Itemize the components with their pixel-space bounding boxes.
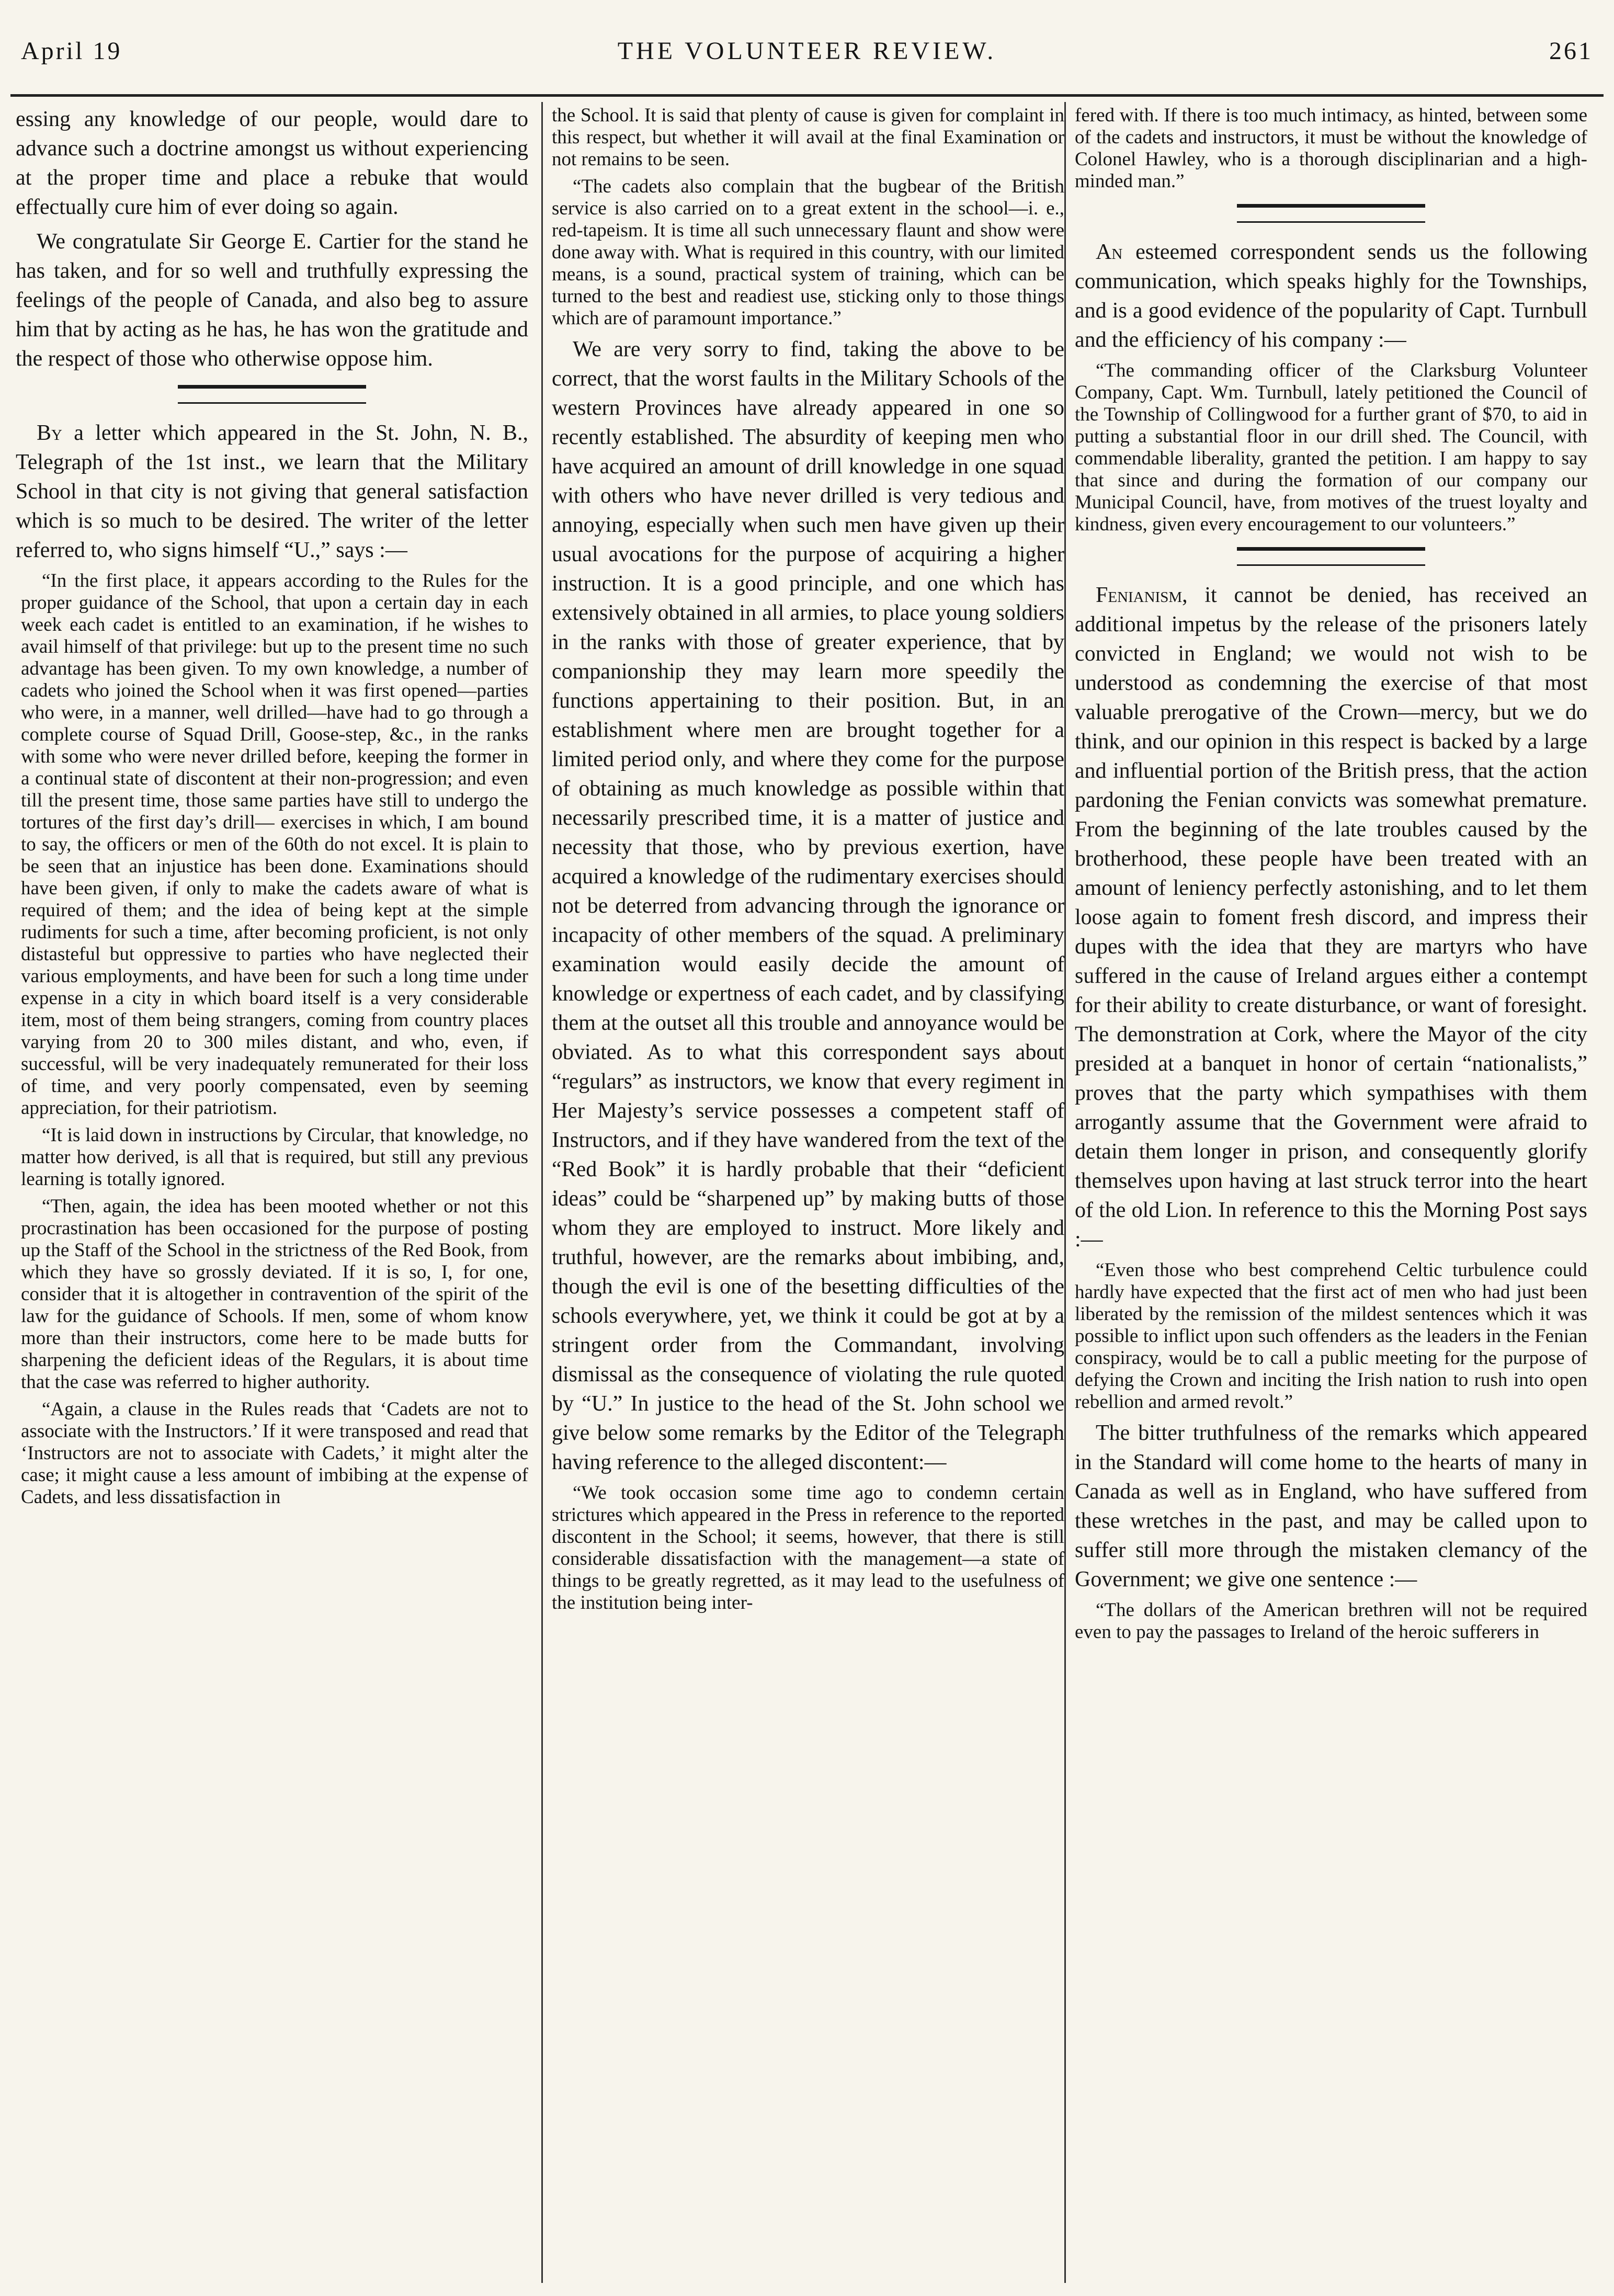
column-3	[1075, 105, 1587, 2270]
quoted-paragraph: “Even those who best comprehend Celtic turbulence could hardly have expected that the first act of men who had just been liberated by the remission of the mildest sentences which it was possible to inflict upon such offenders as the leaders in the Fenian conspiracy, would be to call a public meeting for the purpose of defying the Crown and inciting the Irish nation to rush into open rebellion and armed revolt.”	[1075, 1259, 1587, 1413]
column-divider	[541, 102, 543, 2283]
paragraph-text: esteemed correspondent sends us the following communication, which speaks highly for the Townships, and is a good evidence of the popularity of Capt. Turnbull and the efficiency of his company :—	[1075, 240, 1587, 352]
quoted-paragraph: fered with. If there is too much intimacy, as hinted, between some of the cadets and instructors, it must be without the knowledge of Colonel Hawley, who is a thorough disciplinarian and a high-minded man.”	[1075, 105, 1587, 192]
quoted-paragraph: “It is laid down in instructions by Circular, that knowledge, no matter how derived, is all that is required, but still any previous learning is totally ignored.	[21, 1124, 528, 1190]
article-paragraph	[1075, 581, 1587, 1254]
issue-date: April 19	[21, 37, 122, 65]
quoted-paragraph: “Again, a clause in the Rules reads that ‘Cadets are not to associate with the Instructors.’ If it were transposed and read that ‘Instructors are not to associate with Cadets,’ it might alter the case; it might cause a less amount of imbibing at the expense of Cadets, and less dissatisfaction in	[21, 1399, 528, 1508]
page-header	[0, 37, 1614, 84]
lead-word: An	[1096, 240, 1123, 264]
page-number: 261	[1549, 37, 1593, 65]
quoted-paragraph: “The dollars of the American brethren will not be required even to pay the passages to Ireland of the heroic sufferers in	[1075, 1599, 1587, 1643]
lead-word: Fenianism,	[1096, 583, 1188, 607]
header-rule	[10, 94, 1604, 97]
quoted-paragraph: “Then, again, the idea has been mooted whether or not this procrastination has been occasioned for the purpose of posting up the Staff of the School in the strictness of the Red Book, from which they have so grossly deviated. If it is so, I, for one, consider that it is altogether in contravention of the spirit of the law for the guidance of Schools. If men, some of whom know more than their instructors, come here to be made butts for sharpening the deficient ideas of the Regulars, it is about time that the case was referred to higher authority.	[21, 1196, 528, 1393]
paragraph: essing any knowledge of our people, would dare to advance such a doctrine amongst us without experiencing at the proper time and place a rebuke that would effectually cure him of ever doing so again.	[16, 107, 528, 219]
column-2	[552, 105, 1064, 2270]
section-separator	[178, 385, 366, 404]
paragraph-text: it cannot be denied, has received an additional impetus by the release of the prisoners lately convicted in England; we would not wish to be understood as condemning the exercise of that most valuable prerogative of the Crown—mercy, but we do think, and our opinion in this respect is backed by a large and influential portion of the British press, that the action pardoning the Fenian convicts was somewhat premature. From the beginning of the late troubles caused by the brotherhood, these people have been treated with an amount of leniency perfectly astonishing, and to let them loose again to foment fresh discord, and impress their dupes with the idea that they are martyrs who have suffered in the cause of Ireland argues either a contempt for their ability to create disturbance, or want of foresight. The demonstration at Cork, where the Mayor of the city presided at a banquet in honor of certain “nationalists,” proves that the party which sympathises with them arrogantly assume that the Government were afraid to detain them longer in prison, and consequently glorify themselves upon having at last struck terror into the heart of the old Lion. In reference to this the Morning Post says :—	[1075, 583, 1587, 1252]
paragraph-text: a letter which appeared in the St. John, N. B., Telegraph of the 1st inst., we learn that the Military School in that city is not giving that general satisfaction which is so much to be desired. The writer of the letter referred to, who signs himself “U.,” says :—	[16, 421, 528, 562]
section-separator	[1237, 204, 1425, 223]
column-1	[16, 105, 528, 2270]
paragraph: We congratulate Sir George E. Cartier for the stand he has taken, and for so well and truthfully expressing the feelings of the people of Canada, and also beg to assure him that by acting as he has, he has won the gratitude and the respect of those who otherwise oppose him.	[16, 230, 528, 371]
lead-word: By	[37, 421, 62, 445]
quoted-paragraph: “The cadets also complain that the bugbear of the British service is also carried on to a great extent in the school—i. e., red-tapeism. It is time all such unnecessary flaunt and show were done away with. What is required in this country, with our limited means, is a sound, practical system of training, which can be turned to the best and readiest use, sticking only to those things which are of paramount importance.”	[552, 176, 1064, 329]
quoted-paragraph: “The commanding officer of the Clarksburg Volunteer Company, Capt. Wm. Turnbull, lately petitioned the Council of the Township of Collingwood for a further grant of $70, to aid in putting a substantial floor in our drill shed. The Council, with commendable liberality, granted the petition. I am happy to say that since and during the formation of our company our Municipal Council, have, from motives of the truest loyalty and kindness, given every encouragement to our volunteers.”	[1075, 360, 1587, 535]
paragraph: We are very sorry to find, taking the above to be correct, that the worst faults in the Military Schools of the western Provinces have already appeared in one so recently established. The absurdity of keeping men who have acquired an amount of drill knowledge in one squad with others who have never drilled is very tedious and annoying, especially when such men have given up their usual avocations for the purpose of acquiring a higher instruction. It is a good principle, and one which has extensively obtained in all armies, to place young soldiers in the ranks with those of greater experience, that by companionship they may learn more speedily the functions appertaining to their position. But, in an establishment where men are brought together for a limited period only, and where they come for the purpose of obtaining as much knowledge as possible within that necessarily prescribed time, it is a matter of justice and necessity that those, who by previous exertion, have acquired a knowledge of the rudimentary exercises should not be deterred from advancing through the ignorance or incapacity of other members of the squad. A preliminary examination would easily decide the amount of knowledge or expertness of each cadet, and by classifying them at the outset all this trouble and annoyance would be obviated. As to what this correspondent says about “regulars” as instructors, we know that every regiment in Her Majesty’s service possesses a competent staff of Instructors, and if they have wandered from the text of the “Red Book” it is hardly probable that their “deficient ideas” could be “sharpened up” by making butts of those whom they are employed to instruct. More likely and truthful, however, are the remarks about imbibing, and, though the evil is one of the besetting difficulties of the schools everywhere, yet, we think it could be got at by a stringent order from the Commandant, involving dismissal as the consequence of violating the rule quoted by “U.” In justice to the head of the St. John school we give below some remarks by the Editor of the Telegraph having reference to the alleged discontent:—	[552, 337, 1064, 1474]
quoted-paragraph: “In the first place, it appears according to the Rules for the proper guidance of the School, that upon a certain day in each week each cadet is entitled to an examination, if he wishes to avail himself of that privilege: but up to the present time no such advantage has been given. To my own knowledge, a number of cadets who joined the School when it was first opened—parties who were, in a manner, well drilled—have had to go through a complete course of Squad Drill, Goose-step, &c., in the ranks with some who were never drilled before, keeping the former in a continual state of discontent at their non-progression; and even till the present time, those same parties have still to undergo the tortures of the first day’s drill— exercises in which, I am bound to say, the officers or men of the 60th do not excel. It is plain to be seen that an injustice has been done. Examinations should have been given, if only to make the cadets aware of what is required of them; and the idea of being kept at the simple rudiments for such a time, after becoming proficient, is not only distasteful but oppressive to parties who have neglected their various employments, and have been for such a long time under expense in a city in which board itself is a very considerable item, most of them being strangers, coming from country places varying from 20 to 300 miles distant, and who, even, if successful, will be very inadequately remunerated for their loss of time, and very poorly compensated, even by seeming appreciation, for their patriotism.	[21, 570, 528, 1119]
quoted-paragraph: “We took occasion some time ago to condemn certain strictures which appeared in the Press in reference to the reported discontent in the School; it seems, however, that there is still considerable dissatisfaction with the management—a state of things to be greatly regretted, as it may lead to the usefulness of the institution being inter-	[552, 1482, 1064, 1613]
quoted-paragraph: the School. It is said that plenty of cause is given for complaint in this respect, but whether it will avail at the final Examination or not remains to be seen.	[552, 105, 1064, 170]
article-paragraph	[1075, 237, 1587, 355]
masthead-title: THE VOLUNTEER REVIEW.	[617, 37, 997, 65]
article-paragraph	[16, 418, 528, 565]
column-divider	[1064, 102, 1066, 2283]
paragraph: The bitter truthfulness of the remarks which appeared in the Standard will come home to the hearts of many in Canada as well as in England, who have suffered from these wretches in the past, and may be called upon to suffer still more through the mistaken clemancy of the Government; we give one sentence :—	[1075, 1421, 1587, 1592]
section-separator	[1237, 547, 1425, 566]
